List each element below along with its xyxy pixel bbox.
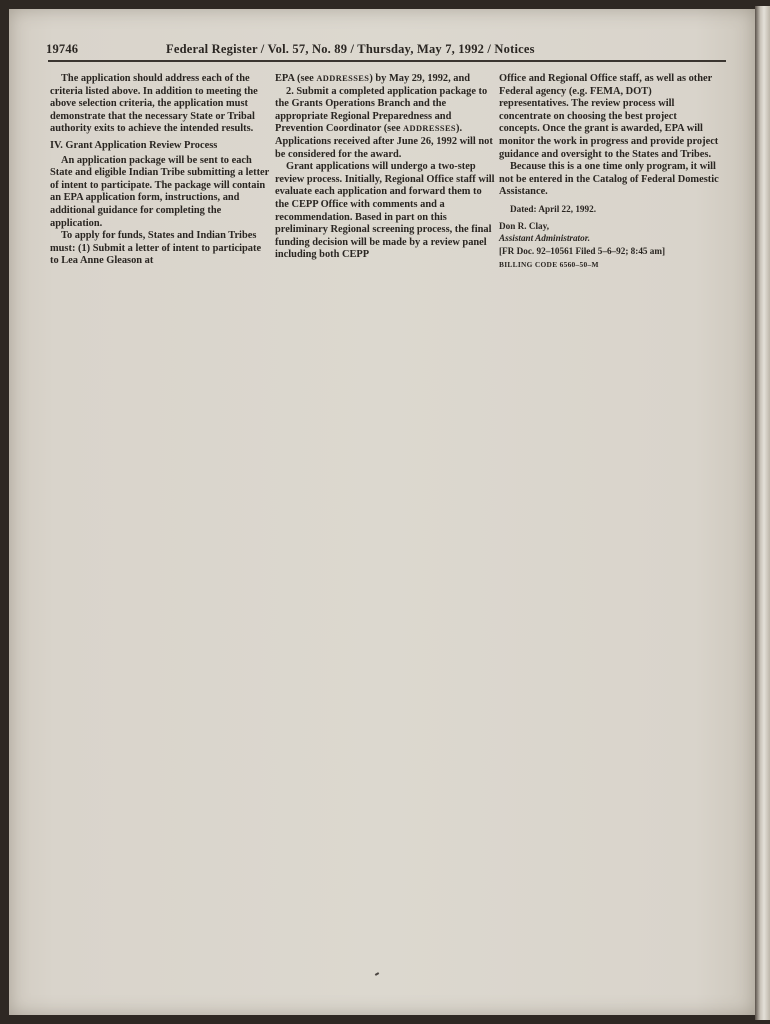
page-number: 19746 xyxy=(46,42,79,56)
book-spine-edge xyxy=(755,6,770,1020)
dated-line: Dated: April 22, 1992. xyxy=(510,203,597,214)
page-header xyxy=(46,40,726,60)
column-2 xyxy=(275,73,495,262)
text-run: EPA (see xyxy=(275,73,317,84)
paragraph xyxy=(275,73,495,86)
addresses-reference: ADDRESSES xyxy=(403,124,456,134)
text-run: ) by May 29, 1992, and xyxy=(369,73,471,84)
fr-doc-line: [FR Doc. 92–10561 Filed 5–6–92; 8:45 am] xyxy=(499,245,666,256)
billing-code: BILLING CODE 6560–50–M xyxy=(499,260,599,270)
section-heading: IV. Grant Application Review Process xyxy=(50,139,218,151)
column-1 xyxy=(50,73,270,268)
column-3 xyxy=(499,73,719,272)
signer-title: Assistant Administrator. xyxy=(499,233,591,244)
header-rule xyxy=(48,60,726,62)
paragraph: Grant applications will undergo a two-step review process. Initially, Regional Office staff will evaluate each application and forward them to the CEPP Office with comments and a recommendation. Based in part on this preliminary Regional screening process, the final funding decision will be made by a review panel including both CEPP xyxy=(275,161,495,261)
paragraph: An application package will be sent to each State and eligible Indian Tribe submitting a letter of intent to participate. The package will contain an EPA application form, instructions, and additional guidance for completing the application. xyxy=(50,154,270,229)
paragraph: The application should address each of the criteria listed above. In addition to meeting the above selection criteria, the application must demonstrate that the necessary State or Tribal authority exits to achieve the intended results. xyxy=(50,73,258,135)
running-head: Federal Register / Vol. 57, No. 89 / Thursday, May 7, 1992 / Notices xyxy=(166,42,535,56)
paragraph: Because this is a one time only program, it will not be entered in the Catalog of Federal Domestic Assistance. xyxy=(499,161,719,198)
paragraph xyxy=(275,86,495,162)
text-run: ). Applications received after June 26, 1992 will not be considered for the award. xyxy=(275,123,493,160)
text-run: 2. Submit a completed application package to the Grants Operations Branch and the appropriate Regional Preparedness and Prevention Coordinator (see xyxy=(275,85,488,135)
paragraph: To apply for funds, States and Indian Tribes must: (1) Submit a letter of intent to participate to Lea Anne Gleason at xyxy=(50,230,262,267)
paragraph: Office and Regional Office staff, as well as other Federal agency (e.g. FEMA, DOT) representatives. The review process will concentrate on choosing the best project concepts. Once the grant is awarded, EPA will monitor the work in progress and provide project guidance and oversight to the States and Tribes. xyxy=(499,73,719,160)
addresses-reference: ADDRESSES xyxy=(316,74,370,83)
signer-name: Don R. Clay, xyxy=(499,220,550,231)
